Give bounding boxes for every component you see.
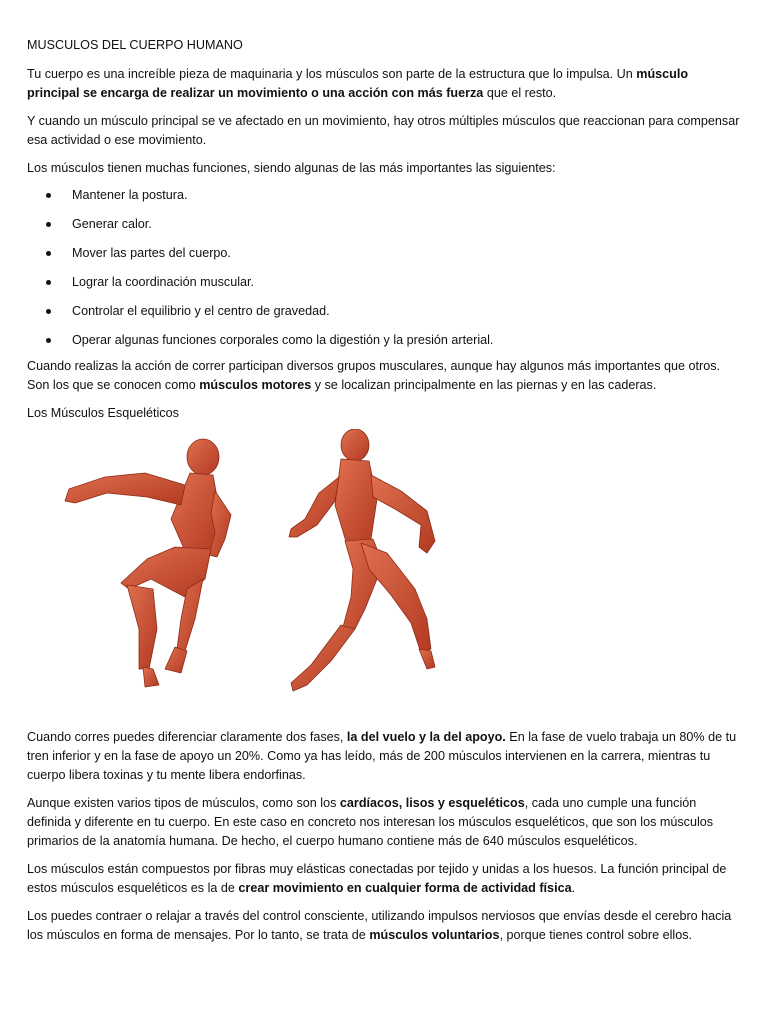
phases-paragraph	[27, 728, 742, 785]
list-item	[27, 186, 742, 215]
list-item-text: Lograr la coordinación muscular.	[72, 275, 255, 289]
fibers-text: Los músculos están compuestos por fibras muy elásticas conectadas por tejido y unidas a los huesos. La función principal de estos músculos esqueléticos es la de	[27, 862, 727, 895]
fibers-text-end: .	[571, 881, 576, 895]
running-emphasis: músculos motores	[199, 378, 312, 392]
functions-list	[27, 186, 742, 357]
running-figures-image	[35, 429, 455, 714]
fibers-emphasis: crear movimiento en cualquier forma de actividad física	[238, 881, 572, 895]
list-item-text: Mover las partes del cuerpo.	[72, 246, 231, 260]
bullet-icon	[46, 193, 51, 198]
voluntary-paragraph	[27, 907, 742, 945]
left-runner-figure	[65, 439, 231, 687]
muscle-types-text: Aunque existen varios tipos de músculos, como son los	[27, 796, 340, 810]
list-item-text: Operar algunas funciones corporales como la digestión y la presión arterial.	[72, 333, 494, 347]
intro-paragraph-1	[27, 65, 742, 103]
list-item	[27, 244, 742, 273]
phases-text: Cuando corres puedes diferenciar claramente dos fases,	[27, 730, 347, 744]
list-item	[27, 215, 742, 244]
list-item-text: Mantener la postura.	[72, 188, 188, 202]
muscle-types-paragraph	[27, 794, 742, 851]
phases-text-end: En la fase de vuelo trabaja un 80% de tu tren inferior y en la fase de apoyo un 20%. Como ya has leído, más de 200 músculos intervienen en la carrera, mientras tu cuerpo libera toxinas y tu mente libera endorfinas.	[27, 730, 737, 782]
list-item-text: Generar calor.	[72, 217, 152, 231]
running-text: Cuando realizas la acción de correr participan diversos grupos musculares, aunque hay algunos más importantes que otros. Son los que se conocen como	[27, 359, 721, 392]
list-item	[27, 302, 742, 331]
bullet-icon	[46, 280, 51, 285]
running-text-end: y se localizan principalmente en las piernas y en las caderas.	[311, 378, 657, 392]
fibers-paragraph	[27, 860, 742, 898]
page-title: MUSCULOS DEL CUERPO HUMANO	[27, 38, 243, 52]
intro-text: Tu cuerpo es una increíble pieza de maquinaria y los músculos son parte de la estructura que lo impulsa. Un	[27, 67, 637, 81]
list-item-text: Controlar el equilibrio y el centro de gravedad.	[72, 304, 330, 318]
intro-emphasis: músculo principal se encarga de realizar un movimiento o una acción con más fuerza	[27, 67, 689, 100]
bullet-icon	[46, 251, 51, 256]
bullet-icon	[46, 338, 51, 343]
bullet-icon	[46, 309, 51, 314]
intro-paragraph-3: Los músculos tienen muchas funciones, siendo algunas de las más importantes las siguientes:	[27, 161, 556, 175]
muscle-types-emphasis: cardíacos, lisos y esqueléticos	[339, 796, 525, 810]
anatomy-illustration	[35, 429, 455, 714]
voluntary-emphasis: músculos voluntarios	[369, 928, 500, 942]
list-item	[27, 273, 742, 302]
phases-emphasis: la del vuelo y la del apoyo.	[346, 730, 506, 744]
voluntary-text: Los puedes contraer o relajar a través del control consciente, utilizando impulsos nerviosos que envías desde el cerebro hacia los músculos en forma de mensajes. Por lo tanto, se trata de	[27, 909, 732, 942]
list-item	[27, 331, 742, 357]
voluntary-text-end: , porque tienes control sobre ellos.	[499, 928, 693, 942]
intro-paragraph-2: Y cuando un músculo principal se ve afectado en un movimiento, hay otros múltiples músculos que reaccionan para compensar esa actividad o ese movimiento.	[27, 114, 740, 147]
right-runner-figure	[289, 429, 435, 691]
running-paragraph	[27, 357, 742, 395]
document-body	[27, 36, 742, 954]
muscle-types-text-end: , cada uno cumple una función definida y diferente en tu cuerpo. En este caso en concreto nos interesan los músculos esqueléticos, que son los músculos primarios de la anatomía humana. De hecho, el cuerpo humano contiene más de 640 músculos esqueléticos.	[27, 796, 714, 848]
section-heading: Los Músculos Esqueléticos	[27, 406, 179, 420]
intro-text-end: que el resto.	[483, 86, 557, 100]
bullet-icon	[46, 222, 51, 227]
